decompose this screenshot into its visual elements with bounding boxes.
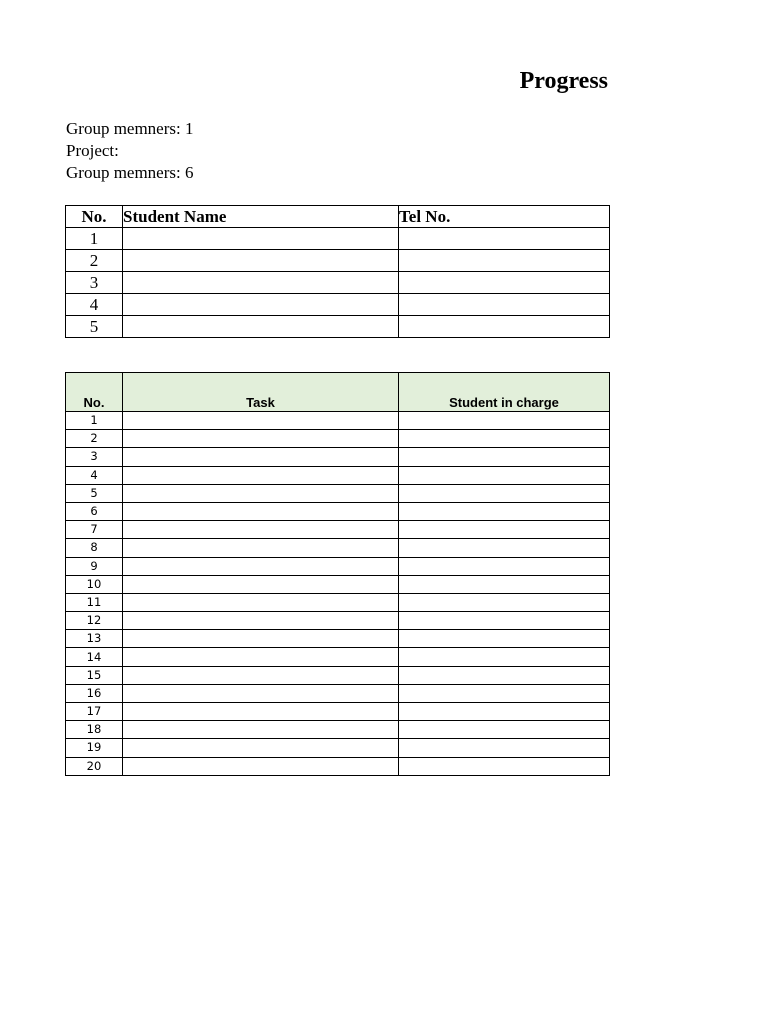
task-row (66, 721, 610, 739)
row-number: 2 (66, 250, 123, 272)
task-row (66, 593, 610, 611)
students-header-no: No. (66, 206, 123, 228)
task-row (66, 430, 610, 448)
cell-empty[interactable] (123, 557, 399, 575)
row-number: 17 (66, 703, 123, 721)
row-number: 11 (66, 593, 123, 611)
student-row (66, 294, 610, 316)
task-row (66, 630, 610, 648)
row-number: 15 (66, 666, 123, 684)
students-table (65, 205, 610, 338)
row-number: 20 (66, 757, 123, 775)
cell-empty[interactable] (399, 250, 610, 272)
student-row (66, 228, 610, 250)
cell-empty[interactable] (399, 666, 610, 684)
page-title: Progress (519, 68, 608, 94)
group-members-line-1: Group memners: 1 (66, 119, 194, 138)
cell-empty[interactable] (123, 612, 399, 630)
cell-empty[interactable] (123, 575, 399, 593)
row-number: 18 (66, 721, 123, 739)
cell-empty[interactable] (123, 502, 399, 520)
cell-empty[interactable] (123, 272, 399, 294)
cell-empty[interactable] (399, 612, 610, 630)
row-number: 14 (66, 648, 123, 666)
row-number: 16 (66, 684, 123, 702)
row-number: 3 (66, 272, 123, 294)
cell-empty[interactable] (123, 250, 399, 272)
student-row (66, 250, 610, 272)
group-members-line-2: Group memners: 6 (66, 163, 194, 182)
cell-empty[interactable] (123, 484, 399, 502)
cell-empty[interactable] (399, 272, 610, 294)
cell-empty[interactable] (123, 648, 399, 666)
cell-empty[interactable] (399, 466, 610, 484)
task-row (66, 448, 610, 466)
cell-empty[interactable] (123, 703, 399, 721)
cell-empty[interactable] (123, 521, 399, 539)
cell-empty[interactable] (123, 666, 399, 684)
cell-empty[interactable] (399, 430, 610, 448)
cell-empty[interactable] (123, 739, 399, 757)
tasks-header-student: Student in charge (399, 373, 610, 412)
cell-empty[interactable] (399, 539, 610, 557)
cell-empty[interactable] (123, 430, 399, 448)
cell-empty[interactable] (399, 739, 610, 757)
cell-empty[interactable] (399, 575, 610, 593)
row-number: 7 (66, 521, 123, 539)
task-row (66, 648, 610, 666)
cell-empty[interactable] (123, 630, 399, 648)
students-header-name: Student Name (123, 206, 399, 228)
cell-empty[interactable] (399, 557, 610, 575)
row-number: 10 (66, 575, 123, 593)
cell-empty[interactable] (399, 448, 610, 466)
cell-empty[interactable] (123, 228, 399, 250)
cell-empty[interactable] (399, 502, 610, 520)
task-row (66, 612, 610, 630)
task-row (66, 521, 610, 539)
task-row (66, 466, 610, 484)
cell-empty[interactable] (123, 316, 399, 338)
cell-empty[interactable] (399, 316, 610, 338)
cell-empty[interactable] (399, 630, 610, 648)
row-number: 1 (66, 412, 123, 430)
cell-empty[interactable] (399, 521, 610, 539)
row-number: 3 (66, 448, 123, 466)
row-number: 2 (66, 430, 123, 448)
student-row (66, 316, 610, 338)
tasks-header-row (66, 373, 610, 412)
task-row (66, 412, 610, 430)
task-row (66, 739, 610, 757)
cell-empty[interactable] (399, 703, 610, 721)
cell-empty[interactable] (123, 757, 399, 775)
cell-empty[interactable] (123, 593, 399, 611)
cell-empty[interactable] (123, 294, 399, 316)
task-row (66, 502, 610, 520)
cell-empty[interactable] (123, 466, 399, 484)
cell-empty[interactable] (399, 412, 610, 430)
row-number: 8 (66, 539, 123, 557)
row-number: 4 (66, 466, 123, 484)
row-number: 6 (66, 502, 123, 520)
cell-empty[interactable] (399, 228, 610, 250)
row-number: 5 (66, 316, 123, 338)
task-row (66, 666, 610, 684)
row-number: 19 (66, 739, 123, 757)
row-number: 12 (66, 612, 123, 630)
task-row (66, 757, 610, 775)
cell-empty[interactable] (399, 593, 610, 611)
cell-empty[interactable] (123, 412, 399, 430)
row-number: 13 (66, 630, 123, 648)
project-line: Project: (66, 141, 119, 160)
student-row (66, 272, 610, 294)
task-row (66, 703, 610, 721)
row-number: 9 (66, 557, 123, 575)
row-number: 4 (66, 294, 123, 316)
task-row (66, 557, 610, 575)
cell-empty[interactable] (399, 484, 610, 502)
cell-empty[interactable] (399, 294, 610, 316)
students-header-row (66, 206, 610, 228)
task-row (66, 539, 610, 557)
task-row (66, 684, 610, 702)
cell-empty[interactable] (399, 721, 610, 739)
cell-empty[interactable] (399, 757, 610, 775)
cell-empty[interactable] (399, 648, 610, 666)
group-info (66, 118, 193, 184)
cell-empty[interactable] (123, 539, 399, 557)
row-number: 1 (66, 228, 123, 250)
students-header-tel: Tel No. (399, 206, 610, 228)
tasks-table (65, 372, 610, 776)
task-row (66, 575, 610, 593)
row-number: 5 (66, 484, 123, 502)
cell-empty[interactable] (399, 684, 610, 702)
cell-empty[interactable] (123, 448, 399, 466)
tasks-header-no: No. (66, 373, 123, 412)
task-row (66, 484, 610, 502)
cell-empty[interactable] (123, 721, 399, 739)
tasks-header-task: Task (123, 373, 399, 412)
cell-empty[interactable] (123, 684, 399, 702)
